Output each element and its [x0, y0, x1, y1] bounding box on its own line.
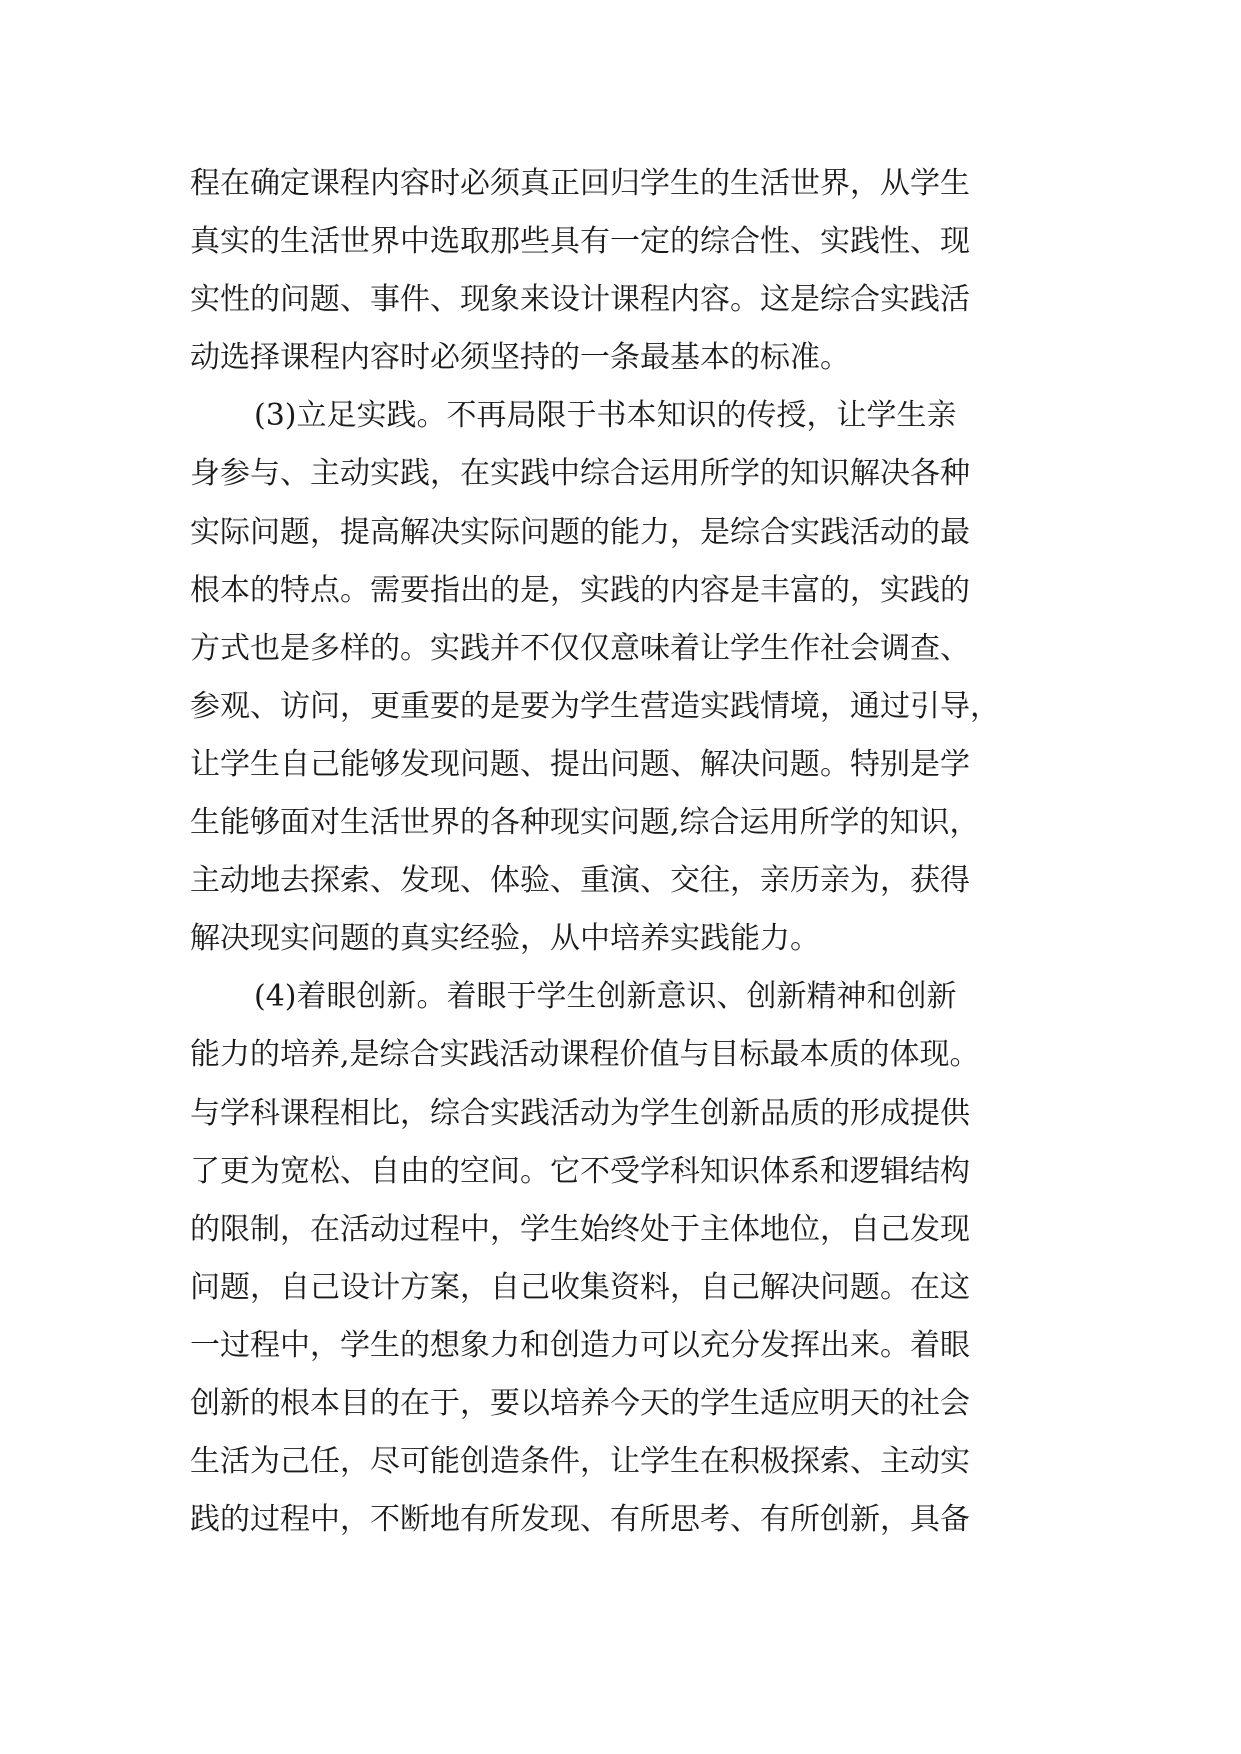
paragraph-first-line: (3)立足实践。不再局限于书本知识的传授，让学生亲 [254, 398, 957, 434]
text-line: 动选择课程内容时必须坚持的一条最基本的标准。 [190, 340, 850, 376]
text-line: 了更为宽松、自由的空间。它不受学科知识体系和逻辑结构 [190, 1153, 970, 1189]
text-line: 实际问题，提高解决实际问题的能力，是综合实践活动的最 [190, 514, 970, 550]
text-line: 方式也是多样的。实践并不仅仅意味着让学生作社会调查、 [190, 630, 970, 666]
text-line: 创新的根本目的在于，要以培养今天的学生适应明天的社会 [190, 1385, 970, 1421]
text-line: 生活为己任，尽可能创造条件，让学生在积极探索、主动实 [190, 1444, 970, 1480]
text-line: 与学科课程相比，综合实践活动为学生创新品质的形成提供 [190, 1095, 970, 1131]
text-line: 解决现实问题的真实经验，从中培养实践能力。 [190, 921, 820, 957]
paragraph-first-line: (4)着眼创新。着眼于学生创新意识、创新精神和创新 [254, 979, 957, 1015]
text-line: 的限制，在活动过程中，学生始终处于主体地位，自己发现 [190, 1211, 970, 1247]
text-line: 践的过程中，不断地有所发现、有所思考、有所创新，具备 [190, 1502, 970, 1538]
text-line: 问题，自己设计方案，自己收集资料，自己解决问题。在这 [190, 1269, 970, 1305]
text-line: 能力的培养,是综合实践活动课程价值与目标最本质的体现。 [190, 1037, 980, 1073]
text-line: 身参与、主动实践，在实践中综合运用所学的知识解决各种 [190, 456, 970, 492]
text-line: 一过程中，学生的想象力和创造力可以充分发挥出来。着眼 [190, 1327, 970, 1363]
text-line: 程在确定课程内容时必须真正回归学生的生活世界，从学生 [190, 166, 970, 201]
text-line: 生能够面对生活世界的各种现实问题,综合运用所学的知识， [190, 805, 980, 841]
text-line: 真实的生活世界中选取那些具有一定的综合性、实践性、现 [190, 224, 970, 260]
text-line: 实性的问题、事件、现象来设计课程内容。这是综合实践活 [190, 282, 970, 318]
body-text [190, 155, 1070, 1549]
text-line: 主动地去探索、发现、体验、重演、交往，亲历亲为，获得 [190, 863, 970, 899]
text-line: 根本的特点。需要指出的是，实践的内容是丰富的，实践的 [190, 572, 970, 608]
text-line: 参观、访问，更重要的是要为学生营造实践情境，通过引导， [190, 688, 1000, 724]
text-line: 让学生自己能够发现问题、提出问题、解决问题。特别是学 [190, 746, 970, 782]
